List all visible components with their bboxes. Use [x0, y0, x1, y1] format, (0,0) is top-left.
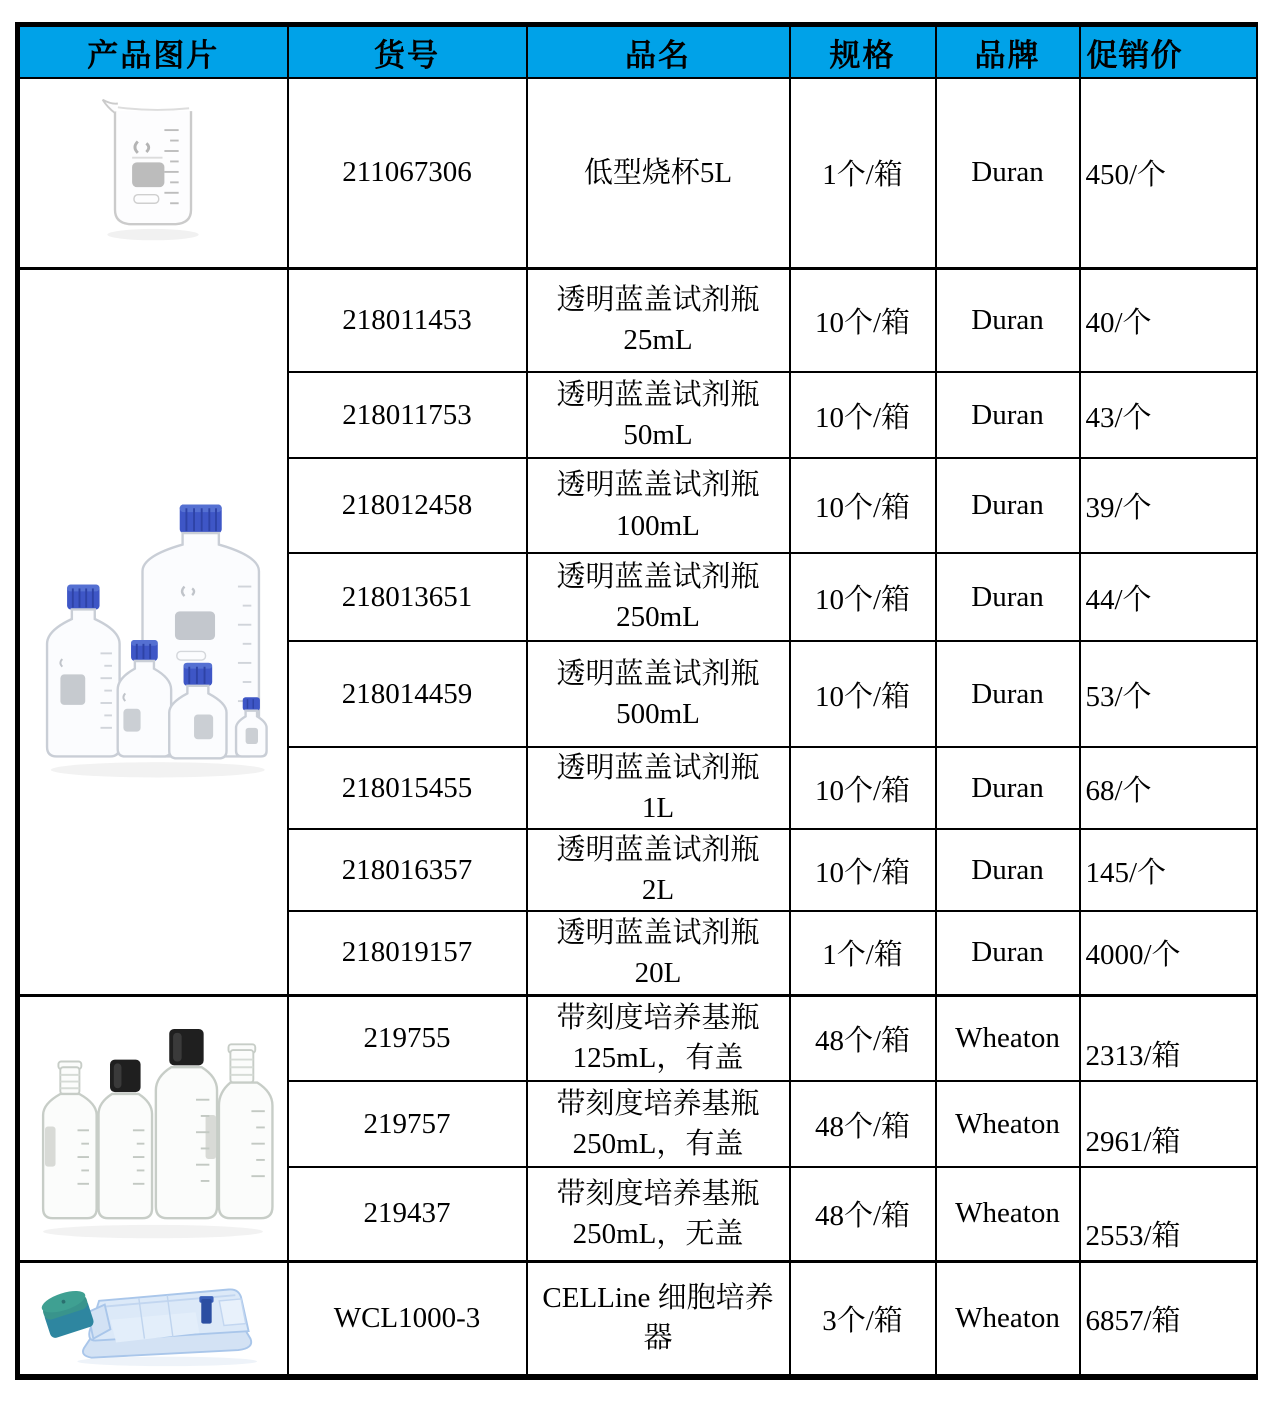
column-header-name: 品名: [527, 25, 790, 79]
header-row: [18, 25, 1257, 79]
brand-cell: Duran: [936, 829, 1080, 911]
brand-cell: Duran: [936, 553, 1080, 641]
table-row: [18, 268, 1257, 372]
sku-cell: 218013651: [288, 553, 527, 641]
sku-cell: 219757: [288, 1081, 527, 1167]
price-cell: 2553/箱: [1080, 1167, 1257, 1261]
spec-cell: 10个/箱: [790, 829, 936, 911]
price-cell: 450/个: [1080, 78, 1257, 268]
spec-cell: 48个/箱: [790, 1081, 936, 1167]
spec-cell: 10个/箱: [790, 641, 936, 747]
name-cell: 透明蓝盖试剂瓶 25mL: [527, 268, 790, 372]
spec-cell: 1个/箱: [790, 911, 936, 995]
name-cell: 透明蓝盖试剂瓶 2L: [527, 829, 790, 911]
brand-cell: Wheaton: [936, 1167, 1080, 1261]
spec-cell: 10个/箱: [790, 458, 936, 553]
sku-cell: 218011453: [288, 268, 527, 372]
product-image-cell: [18, 995, 288, 1261]
price-cell: 44/个: [1080, 553, 1257, 641]
beaker-photo: [58, 90, 248, 250]
name-cell: 透明蓝盖试剂瓶 20L: [527, 911, 790, 995]
sku-cell: 219755: [288, 995, 527, 1081]
brand-cell: Wheaton: [936, 1261, 1080, 1377]
column-header-sku: 货号: [288, 25, 527, 79]
brand-cell: Wheaton: [936, 995, 1080, 1081]
price-cell: 2961/箱: [1080, 1081, 1257, 1167]
sku-cell: 218014459: [288, 641, 527, 747]
spec-cell: 48个/箱: [790, 1167, 936, 1261]
name-cell: 带刻度培养基瓶 250mL，无盖: [527, 1167, 790, 1261]
table-row: [18, 995, 1257, 1081]
product-price-table: [15, 22, 1258, 1380]
sku-cell: 219437: [288, 1167, 527, 1261]
brand-cell: Duran: [936, 641, 1080, 747]
product-image-cell: [18, 268, 288, 995]
price-cell: 68/个: [1080, 747, 1257, 829]
spec-cell: 10个/箱: [790, 747, 936, 829]
product-image-cell: [18, 78, 288, 268]
price-cell: 6857/箱: [1080, 1261, 1257, 1377]
name-cell: 带刻度培养基瓶 125mL，有盖: [527, 995, 790, 1081]
brand-cell: Duran: [936, 458, 1080, 553]
sku-cell: 218011753: [288, 372, 527, 458]
blue-cap-reagent-bottles-photo: [24, 472, 282, 787]
spec-cell: 48个/箱: [790, 995, 936, 1081]
name-cell: 透明蓝盖试剂瓶 500mL: [527, 641, 790, 747]
sku-cell: 218012458: [288, 458, 527, 553]
name-cell: 透明蓝盖试剂瓶 50mL: [527, 372, 790, 458]
brand-cell: Duran: [936, 78, 1080, 268]
column-header-spec: 规格: [790, 25, 936, 79]
table-row: [18, 78, 1257, 268]
brand-cell: Wheaton: [936, 1081, 1080, 1167]
name-cell: CELLine 细胞培养 器: [527, 1261, 790, 1377]
spec-cell: 1个/箱: [790, 78, 936, 268]
celline-culture-flask-photo: [25, 1263, 281, 1369]
price-cell: 2313/箱: [1080, 995, 1257, 1081]
brand-cell: Duran: [936, 372, 1080, 458]
brand-cell: Duran: [936, 911, 1080, 995]
name-cell: 透明蓝盖试剂瓶 1L: [527, 747, 790, 829]
sku-cell: 218016357: [288, 829, 527, 911]
price-cell: 43/个: [1080, 372, 1257, 458]
spec-cell: 10个/箱: [790, 553, 936, 641]
price-cell: 40/个: [1080, 268, 1257, 372]
spec-cell: 10个/箱: [790, 268, 936, 372]
column-header-price: 促销价: [1080, 25, 1257, 79]
column-header-brand: 品牌: [936, 25, 1080, 79]
spec-cell: 3个/箱: [790, 1261, 936, 1377]
table-row: [18, 1261, 1257, 1377]
graduated-media-bottles-photo: [24, 1004, 282, 1248]
price-cell: 145/个: [1080, 829, 1257, 911]
price-cell: 53/个: [1080, 641, 1257, 747]
sku-cell: 218015455: [288, 747, 527, 829]
price-cell: 4000/个: [1080, 911, 1257, 995]
product-image-cell: [18, 1261, 288, 1377]
name-cell: 低型烧杯5L: [527, 78, 790, 268]
sku-cell: 218019157: [288, 911, 527, 995]
name-cell: 带刻度培养基瓶 250mL，有盖: [527, 1081, 790, 1167]
spec-cell: 10个/箱: [790, 372, 936, 458]
name-cell: 透明蓝盖试剂瓶 250mL: [527, 553, 790, 641]
name-cell: 透明蓝盖试剂瓶 100mL: [527, 458, 790, 553]
sku-cell: WCL1000-3: [288, 1261, 527, 1377]
column-header-image: 产品图片: [18, 25, 288, 79]
brand-cell: Duran: [936, 268, 1080, 372]
brand-cell: Duran: [936, 747, 1080, 829]
price-cell: 39/个: [1080, 458, 1257, 553]
sku-cell: 211067306: [288, 78, 527, 268]
